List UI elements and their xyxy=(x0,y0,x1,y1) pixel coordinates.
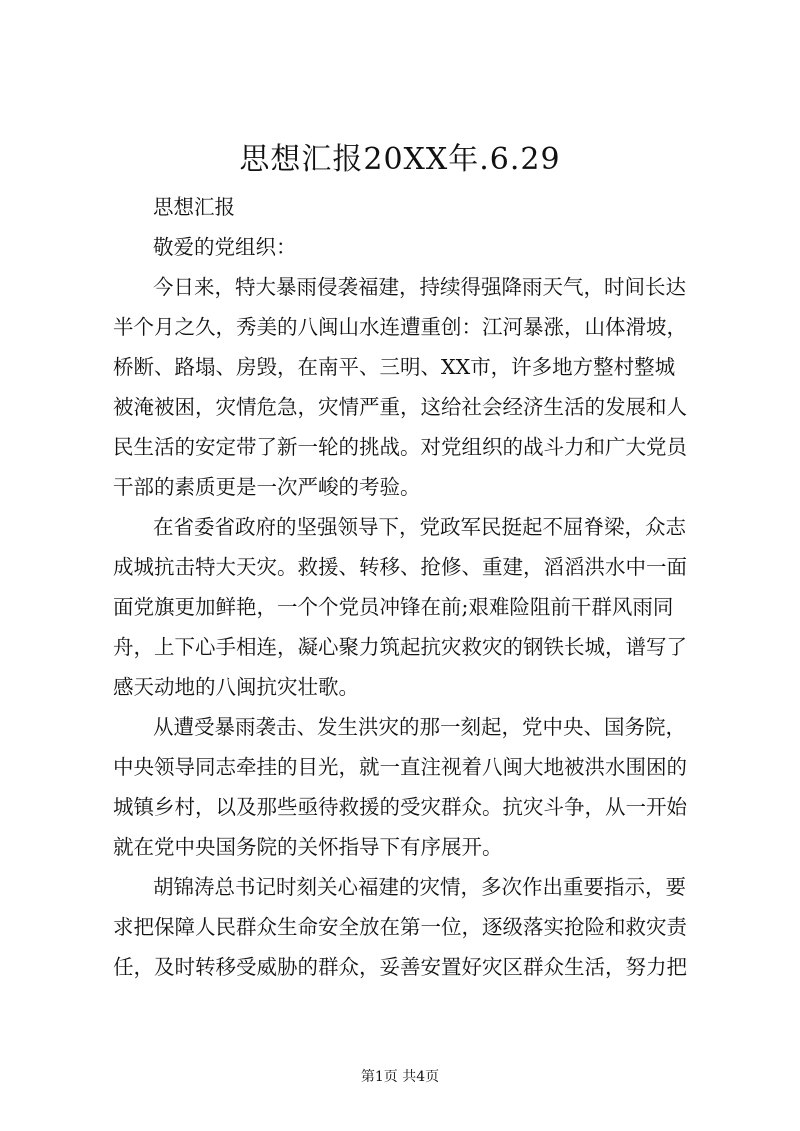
text-line: 桥断、路塌、房毁，在南平、三明、XX市，许多地方整村整城 xyxy=(113,355,676,379)
text-line: 被淹被困，灾情危急，灾情严重，这给社会经济生活的发展和人 xyxy=(113,395,687,419)
text-line: 城镇乡村，以及那些亟待救援的受灾群众。抗灾斗争，从一开始 xyxy=(113,795,687,819)
text-line: 敬爱的党组织： xyxy=(153,235,297,259)
page-title: 思想汇报20XX年.6.29 xyxy=(239,142,561,177)
text-line: 从遭受暴雨袭击、发生洪灾的那一刻起，党中央、国务院， xyxy=(153,715,686,739)
text-line: 舟，上下心手相连，凝心聚力筑起抗灾救灾的钢铁长城，谱写了 xyxy=(113,635,687,659)
text-line: 在省委省政府的坚强领导下，党政军民挺起不屈脊梁，众志 xyxy=(153,515,686,539)
text-line: 求把保障人民群众生命安全放在第一位，逐级落实抢险和救灾责 xyxy=(113,915,687,939)
text-line: 干部的素质更是一次严峻的考验。 xyxy=(113,475,421,499)
text-line: 成城抗击特大天灾。救援、转移、抢修、重建，滔滔洪水中一面 xyxy=(113,555,687,579)
text-line: 民生活的安定带了新一轮的挑战。对党组织的战斗力和广大党员 xyxy=(113,435,687,459)
text-line: 胡锦涛总书记时刻关心福建的灾情，多次作出重要指示，要 xyxy=(153,875,686,899)
text-line: 中央领导同志牵挂的目光，就一直注视着八闽大地被洪水围困的 xyxy=(113,755,687,779)
text-line: 面党旗更加鲜艳，一个个党员冲锋在前;艰难险阻前干群风雨同 xyxy=(113,595,674,619)
text-line: 就在党中央国务院的关怀指导下有序展开。 xyxy=(113,835,503,859)
text-line: 任，及时转移受威胁的群众，妥善安置好灾区群众生活，努力把 xyxy=(113,955,687,979)
page-number-footer: 第1页 共4页 xyxy=(360,1069,440,1085)
text-line: 感天动地的八闽抗灾壮歌。 xyxy=(113,675,359,699)
text-line: 半个月之久，秀美的八闽山水连遭重创：江河暴涨，山体滑坡， xyxy=(113,315,687,339)
text-line: 今日来，特大暴雨侵袭福建，持续得强降雨天气，时间长达 xyxy=(153,275,686,299)
document-body xyxy=(113,187,693,987)
text-line: 思想汇报 xyxy=(153,195,235,219)
